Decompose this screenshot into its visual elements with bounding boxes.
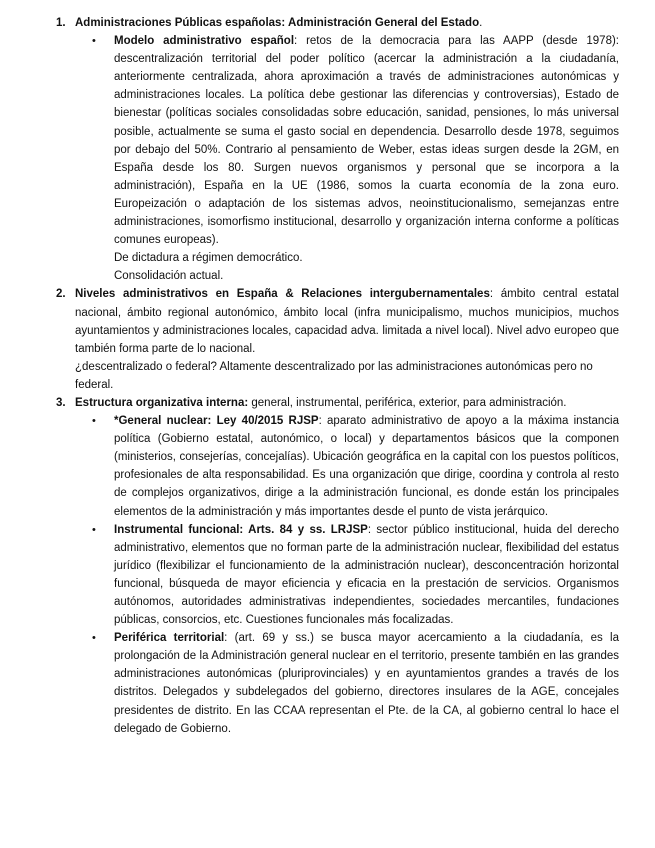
extra-line: De dictadura a régimen democrático. [114,252,303,265]
bullet-icon: • [92,632,96,645]
bullet-icon: • [92,415,96,428]
section-title: Estructura organizativa interna: [75,396,249,409]
bullet-icon: • [92,35,96,48]
section-title: Administraciones Públicas españolas: Administración General del Estado [75,17,480,29]
list-number: 3. [56,396,66,409]
list-number: 2. [56,288,66,301]
section-note: ¿descentralizado o federal? Altamente descentralizado por las administraciones autonómicas pero no federal. [75,360,593,391]
list-item [0,521,655,630]
document-page [0,14,655,738]
item-text: : sector público institucional, huida del derecho administrativo, elementos que no forman parte de la administración nuclear, flexibilidad del estatus jurídico (flexibilizar el funcionamiento de la administración nuclear), desconcentración horizontal funcional, búsqueda de mayor eficiencia y eficacia en la prestación de servicios. Organismos autónomos, autoridades administrativas independientes, sociedades mercantiles, fundaciones públicas, consorcios, etc. Cuestiones funcionales más focalizadas. [114,523,619,627]
section-title: Niveles administrativos en España & Relaciones intergubernamentales [75,288,490,301]
item-title: *General nuclear: Ley 40/2015 RJSP [114,415,319,428]
list-item [0,412,655,521]
section-2-heading [0,285,655,357]
item-title: Periférica territorial [114,632,225,645]
list-number: 1. [56,17,66,29]
extra-line: Consolidación actual. [114,270,224,283]
list-item [0,629,655,738]
list-item [0,32,655,249]
section-1-heading: 1. Administraciones Públicas españolas: Administración General del Estado. [0,14,655,32]
section-3-heading [0,394,655,412]
item-title: Modelo administrativo español [114,35,295,48]
item-text: : (art. 69 y ss.) se busca mayor acercamiento a la ciudadanía, es la prolongación de la Administración general nuclear en el territorio, presente también en las grandes administraciones autonómicas (pluriprovinciales) y en ayuntamientos grandes a través de los distritos. Delegados y subdelegados del gobierno, directores insulares de la AGE, concejales presidentes de distrito. En las CCAA representan el Pte. de la CA, al gobierno central lo hace el delegado de Gobierno. [114,632,619,735]
item-text: : aparato administrativo de apoyo a la máxima instancia política (Gobierno estatal, autonómico, o local) y departamentos básicos que la componen (ministerios, consejerías, concejalías). Ubicación geográfica en la capital con los puestos políticos, profesionales de alta responsabilidad. Es una organización que dirige, coordina y controla al resto de complejos organizativos, dirige a la administración funcional, es donde están los principales elementos de la administración y más importantes desde el punto de vista jerárquico. [114,415,619,518]
section-text: : ámbito central estatal nacional, ámbito regional autonómico, ámbito local (infra municipalismo, muchos municipios, muchos ayuntamientos y administraciones locales, capacidad adva. limitada a nivel local). Nivel advo europeo que también forma parte de lo nacional. [75,288,619,355]
item-text: : retos de la democracia para las AAPP (desde 1978): descentralización territorial del poder político (acercar la administración a la ciudadanía, anteriormente centralizada, ahora aproximación a través de administraciones autonómicas y administraciones locales. La política debe gestionar las diferencias y controversias), Estado de bienestar (políticas sociales consolidadas sobre educación, sanidad, pensiones, lo más universal posible, actualmente se suma el gasto social en dependencia. Desarrollo desde 1978, seguimos por debajo del 50%. Contrario al pensamiento de Weber, estas ideas surgen desde la 2GM, en España desde los 80. Surgen nuevos organismos y personal que se incorpora a la administración), España en la UE (1986, somos la cuarta economía de la zona euro. Europeización o adaptación de los sistemas advos, neoinstitucionalismo, semejanzas entre administraciones, isomorfismo institucional, desarrollo y organización interna conforme a políticas comunes europeas). [114,35,619,247]
item-title: Instrumental funcional: Arts. 84 y ss. LRJSP [114,523,368,536]
bullet-icon: • [92,523,96,536]
section-text: general, instrumental, periférica, exterior, para administración. [248,396,567,409]
